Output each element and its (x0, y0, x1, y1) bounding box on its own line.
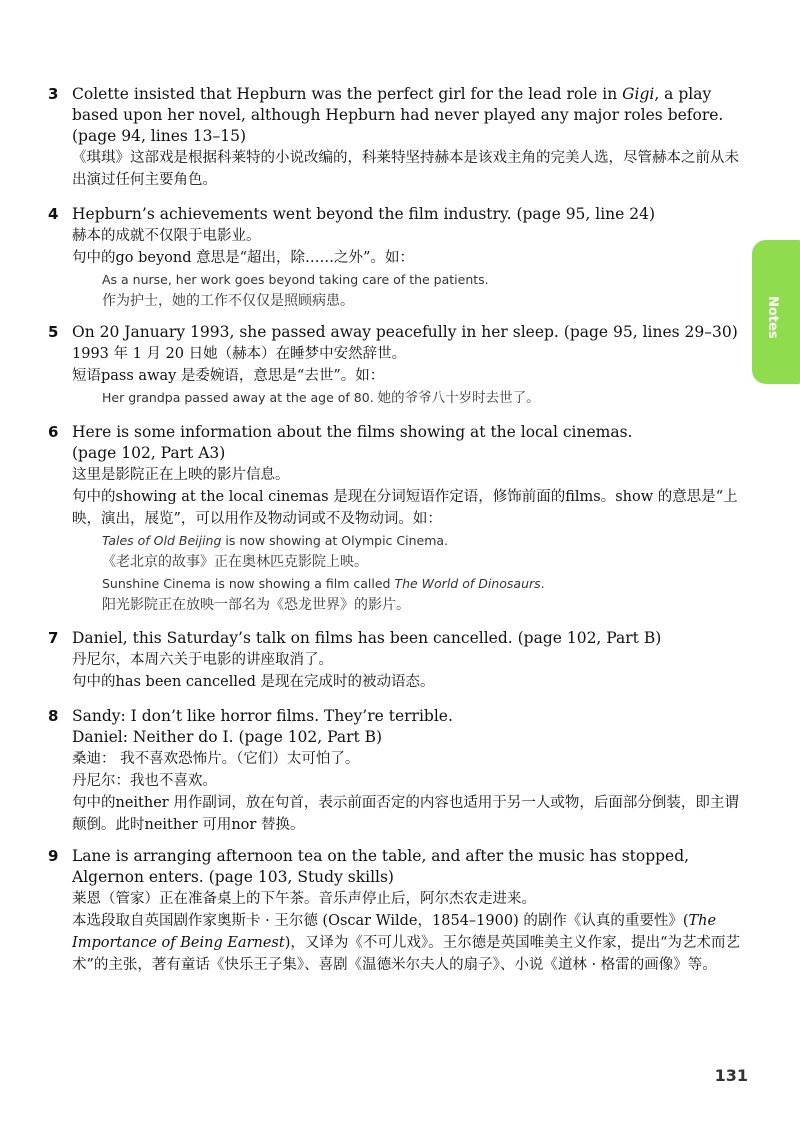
note-number: 8 (48, 707, 59, 725)
note-sentence: Hepburn’s achievements went beyond the film industry. (page 95, line 24) (72, 205, 656, 223)
note-sentence: Lane is arranging afternoon tea on the table, and after the music has stopped, Algernon enters. (page 103, Study skills) (72, 847, 690, 886)
note-number: 6 (48, 423, 59, 441)
dialogue-line: Daniel: Neither do I. (page 102, Part B) (72, 728, 383, 746)
example-english: Sunshine Cinema is now showing a film called (102, 576, 395, 591)
note-number: 7 (48, 629, 59, 647)
title-italic: The Importance of Being Earnest (72, 913, 717, 951)
chinese-translation: 莱恩（管家）正在准备桌上的下午茶。音乐声停止后，阿尔杰农走进来。 (72, 891, 536, 907)
note-9 (48, 846, 748, 976)
example-english: is now showing at Olympic Cinema. (221, 533, 449, 548)
title-italic: Tales of Old Beijing (102, 533, 222, 548)
note-sentence: Daniel, this Saturday’s talk on films has been cancelled. (page 102, Part B) (72, 629, 662, 647)
note-7 (48, 628, 748, 693)
chinese-translation: 丹尼尔，本周六关于电影的讲座取消了。 (72, 652, 333, 668)
note-number: 4 (48, 205, 59, 223)
example-english: Her grandpa passed away at the age of 80. (102, 390, 374, 405)
usage-explanation: 句中的go beyond 意思是“超出，除……之外”。如： (72, 250, 414, 266)
note-number: 3 (48, 85, 59, 103)
note-reference: (page 102, Part A3) (72, 444, 226, 462)
note-reference: (page 94, lines 13–15) (72, 127, 247, 145)
usage-explanation: 短语pass away 是委婉语，意思是“去世”。如： (72, 368, 385, 384)
example-sentence: As a nurse, her work goes beyond taking care of the patients. (102, 272, 489, 287)
note-4 (48, 204, 748, 312)
sentence-text: Colette insisted that Hepburn was the perfect girl for the lead role in (72, 85, 623, 103)
page-number: 131 (714, 1066, 748, 1085)
chinese-translation: 桑迪： 我不喜欢恐怖片。（它们）太可怕了。 (72, 751, 360, 767)
explanation-text: )，又译为《不可儿戏》。王尔德是英国唯美主义作家，提出“为艺术而艺术”的主张，著有童话《快乐王子集》、喜剧《温德米尔夫人的扇子》、小说《道林 · 格雷的画像》等。 (72, 935, 741, 973)
chinese-translation: 赫本的成就不仅限于电影业。 (72, 228, 261, 244)
example-translation: 阳光影院正在放映一部名为《恐龙世界》的影片。 (102, 597, 410, 613)
note-sentence: On 20 January 1993, she passed away peacefully in her sleep. (page 95, lines 29–30) (72, 323, 738, 341)
chinese-translation: 《琪琪》这部戏是根据科莱特的小说改编的，科莱特坚持赫本是该戏主角的完美人选，尽管赫本之前从未出演过任何主要角色。 (72, 150, 739, 188)
example-sentence (102, 530, 748, 551)
note-number: 9 (48, 847, 59, 865)
note-number: 5 (48, 323, 59, 341)
example-sentence (102, 387, 748, 409)
sentence-text: , a play based upon her novel, although Hepburn had never played any major roles before. (72, 85, 724, 124)
note-8 (48, 706, 748, 836)
notes-tab-label: Notes (765, 295, 780, 339)
example-english: . (540, 576, 545, 591)
example-translation: 作为护士，她的工作不仅仅是照顾病患。 (102, 293, 354, 309)
note-3 (48, 84, 748, 191)
note-5 (48, 322, 748, 409)
usage-explanation: 句中的has been cancelled 是现在完成时的被动语态。 (72, 674, 435, 690)
title-italic: The World of Dinosaurs (394, 576, 541, 591)
example-translation: 她的爷爷八十岁时去世了。 (377, 390, 540, 406)
dialogue-line: Sandy: I don’t like horror films. They’re terrible. (72, 707, 453, 725)
example-translation: 《老北京的故事》正在奥林匹克影院上映。 (102, 554, 368, 570)
explanation-text: 本选段取自英国剧作家奥斯卡 · 王尔德 (Oscar Wilde，1854–1900) 的剧作《认真的重要性》( (72, 913, 689, 929)
usage-explanation: 句中的neither 用作副词，放在句首，表示前面否定的内容也适用于另一人或物，后面部分倒装，即主谓颠倒。此时neither 可用nor 替换。 (72, 795, 739, 833)
usage-explanation (72, 910, 748, 976)
chinese-translation: 这里是影院正在上映的影片信息。 (72, 467, 290, 483)
usage-explanation: 句中的showing at the local cinemas 是现在分词短语作定语，修饰前面的films。show 的意思是“上映，演出，展览”，可以用作及物动词或不及物动词。如： (72, 489, 738, 527)
title-italic: Gigi (622, 85, 655, 103)
note-6 (48, 422, 748, 616)
note-sentence (72, 84, 748, 126)
chinese-translation: 1993 年 1 月 20 日她（赫本）在睡梦中安然辞世。 (72, 346, 407, 362)
example-sentence (102, 573, 748, 594)
chinese-translation: 丹尼尔：我也不喜欢。 (72, 773, 217, 789)
note-sentence: Here is some information about the films showing at the local cinemas. (72, 423, 633, 441)
